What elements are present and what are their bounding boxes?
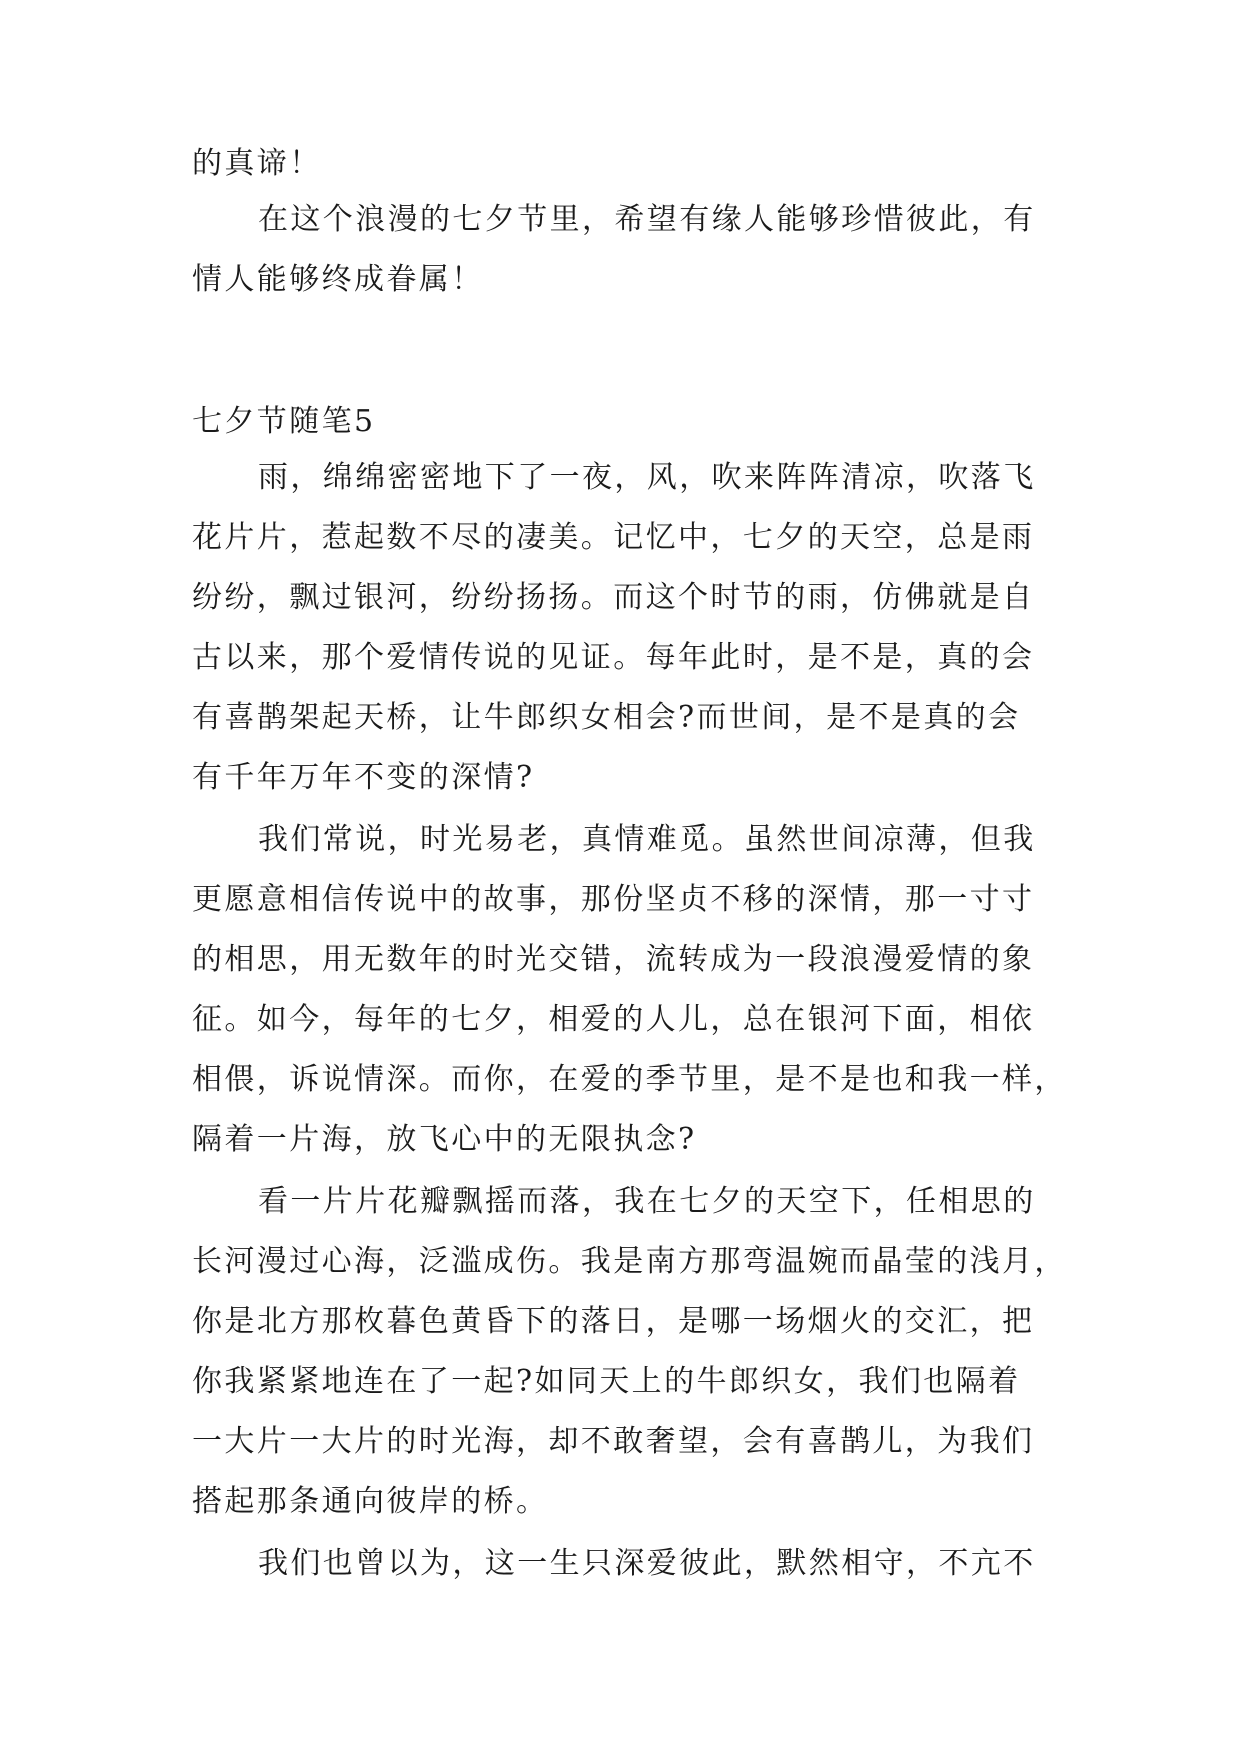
text-line: 的相思，用无数年的时光交错，流转成为一段浪漫爱情的象 [192, 942, 1035, 977]
text-line: 花片片，惹起数不尽的凄美。记忆中，七夕的天空，总是雨 [192, 520, 1035, 555]
text-line: 我们也曾以为，这一生只深爱彼此，默然相守，不亢不 [258, 1546, 1036, 1581]
text-line: 你是北方那枚暮色黄昏下的落日，是哪一场烟火的交汇，把 [192, 1304, 1035, 1339]
text-line: 更愿意相信传说中的故事，那份坚贞不移的深情，那一寸寸 [192, 882, 1035, 917]
text-line: 一大片一大片的时光海，却不敢奢望，会有喜鹊儿，为我们 [192, 1424, 1035, 1459]
closing-paragraph [192, 190, 1050, 310]
text-line: 相偎，诉说情深。而你，在爱的季节里，是不是也和我一样， [192, 1062, 1067, 1097]
text-line: 古以来，那个爱情传说的见证。每年此时，是不是，真的会 [192, 640, 1035, 675]
text-line: 征。如今，每年的七夕，相爱的人儿，总在银河下面，相依 [192, 1002, 1035, 1037]
text-line: 长河漫过心海，泛滥成伤。我是南方那弯温婉而晶莹的浅月， [192, 1244, 1067, 1279]
text-line: 有千年万年不变的深情? [192, 760, 535, 795]
text-line: 雨，绵绵密密地下了一夜，风，吹来阵阵清凉，吹落飞 [258, 460, 1036, 495]
text-line: 情人能够终成眷属！ [192, 262, 484, 297]
text-line: 我们常说，时光易老，真情难觅。虽然世间凉薄，但我 [258, 822, 1036, 857]
text-line: 隔着一片海，放飞心中的无限执念? [192, 1122, 697, 1157]
paragraph-4 [192, 1534, 1050, 1594]
text-line: 有喜鹊架起天桥，让牛郎织女相会?而世间，是不是真的会 [192, 700, 1021, 735]
text-line: 在这个浪漫的七夕节里，希望有缘人能够珍惜彼此，有 [258, 202, 1036, 237]
text-line: 搭起那条通向彼岸的桥。 [192, 1484, 549, 1519]
paragraph-3 [192, 1172, 1067, 1532]
continuation-text [192, 134, 1050, 194]
text-line: 你我紧紧地连在了一起?如同天上的牛郎织女，我们也隔着 [192, 1364, 1021, 1399]
paragraph-2 [192, 810, 1067, 1170]
text-line: 纷纷，飘过银河，纷纷扬扬。而这个时节的雨，仿佛就是自 [192, 580, 1035, 615]
section-title: 七夕节随笔5 [192, 404, 376, 439]
text-line: 看一片片花瓣飘摇而落，我在七夕的天空下，任相思的 [258, 1184, 1036, 1219]
paragraph-1 [192, 448, 1050, 808]
text-line: 的真谛！ [192, 146, 322, 181]
